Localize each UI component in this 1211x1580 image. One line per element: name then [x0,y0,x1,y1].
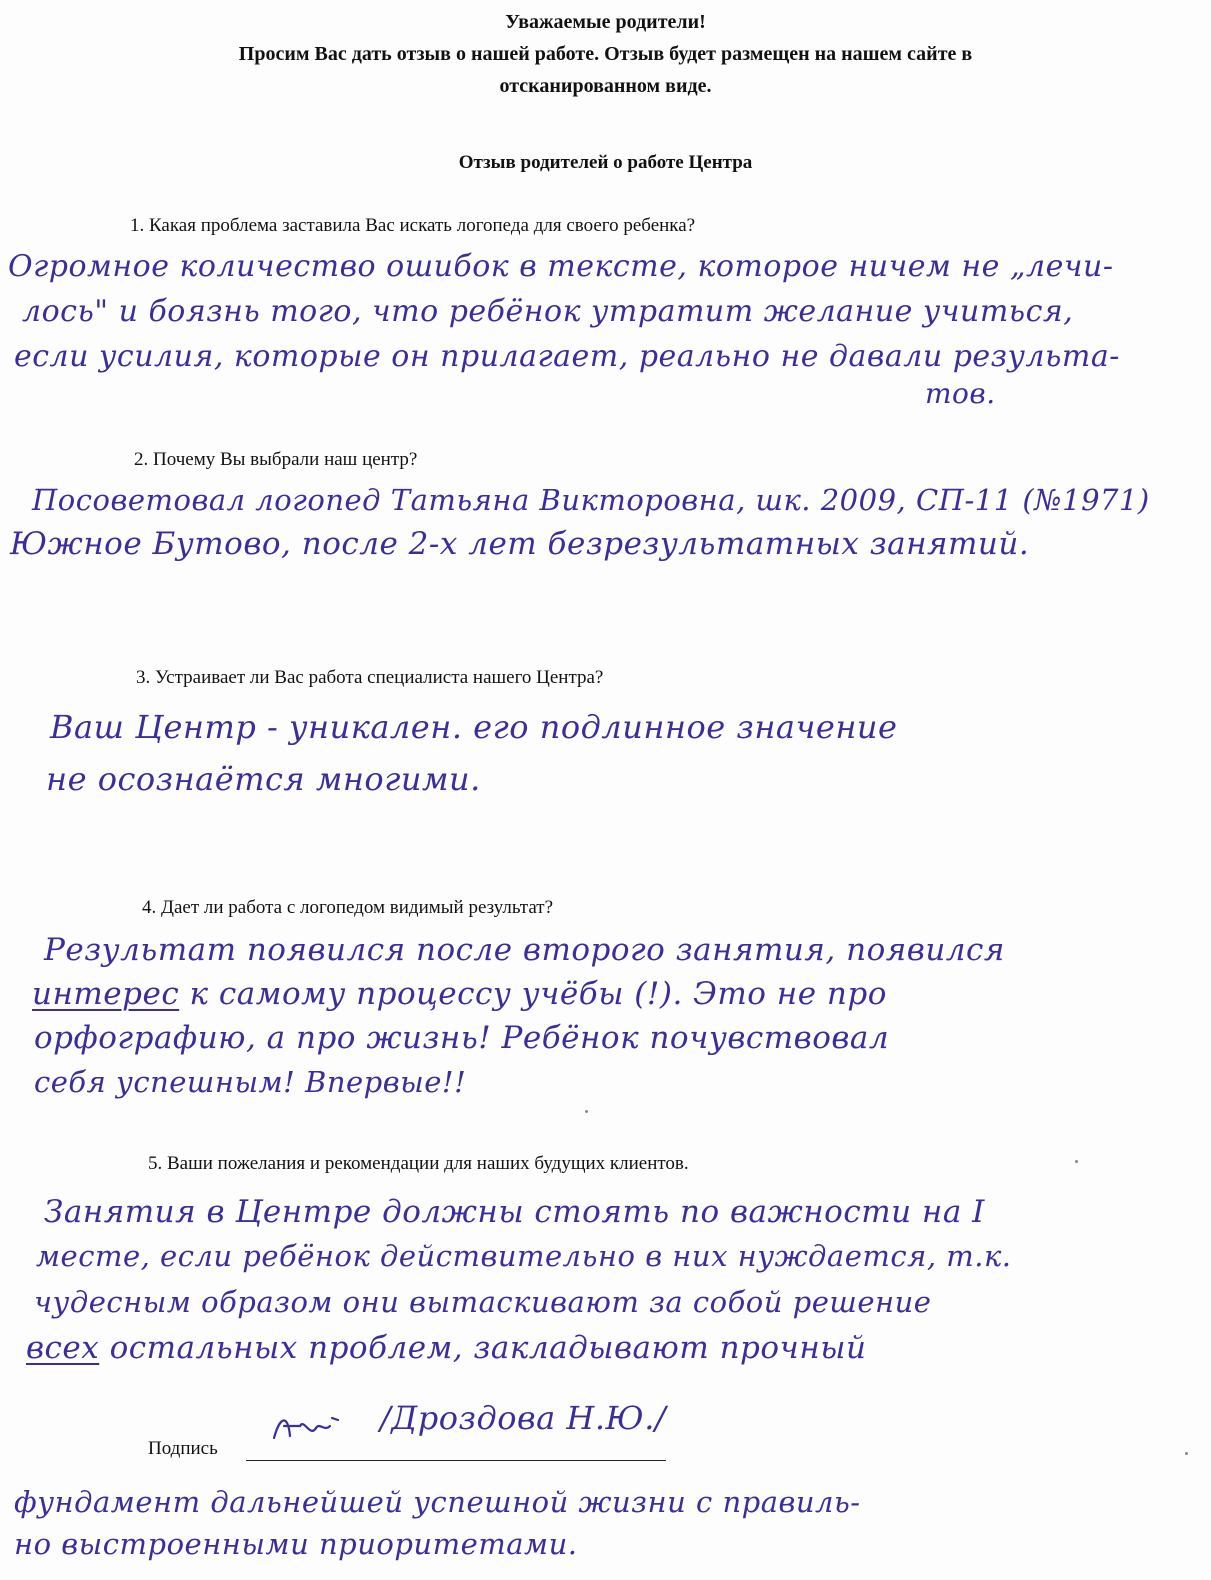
scan-speck [1075,1160,1078,1163]
answer-3-line-1: Ваш Центр - уникален. его подлинное значение [50,708,898,746]
answer-1-line-3: если усилия, которые он прилагает, реально не давали результа- [14,339,1120,374]
handwritten-signature [270,1408,340,1448]
answer-1-line-4: тов. [925,377,996,410]
question-5: 5. Ваши пожелания и рекомендации для наших будущих клиентов. [148,1153,689,1174]
form-title: Отзыв родителей о работе Центра [458,152,753,173]
header-greeting: Уважаемые родители! [505,11,706,33]
answer-5-line-2: месте, если ребёнок действительно в них нуждается, т.к. [36,1239,1012,1273]
answer-4-line-1: Результат появился после второго занятия, появился [44,932,1005,968]
answer-1-line-2: лось" и боязнь того, что ребёнок утратит желание учиться, [22,294,1074,329]
answer-5-line-1: Занятия в Центре должны стоять по важности на I [44,1194,985,1230]
answer-4-underlined-word: интерес [32,976,180,1012]
answer-2-line-2: Южное Бутово, после 2-х лет безрезультатных занятий. [10,526,1030,562]
answer-4-line-2 [32,972,887,1016]
answer-5-line-4 [26,1326,866,1370]
answer-5-line-4-rest: остальных проблем, закладывают прочный [99,1330,867,1366]
question-1: 1. Какая проблема заставила Вас искать логопеда для своего ребенка? [130,215,696,236]
header-request: Просим Вас дать отзыв о нашей работе. Отзыв будет размещен на нашем сайте в [238,43,973,65]
question-2: 2. Почему Вы выбрали наш центр? [134,449,418,470]
answer-4-line-4: себя успешным! Впервые!! [34,1065,467,1099]
answer-5-line-3: чудесным образом они вытаскивают за собой решение [34,1285,932,1319]
question-3: 3. Устраивает ли Вас работа специалиста нашего Центра? [136,667,604,688]
header-request-continued: отсканированном виде. [499,75,712,97]
signature-label: Подпись [148,1438,218,1459]
answer-1-line-1: Огромное количество ошибок в тексте, которое ничем не „лечи- [8,249,1114,284]
answer-2-line-1: Посоветовал логопед Татьяна Викторовна, шк. 2009, СП-11 (№1971) [32,483,1150,517]
scan-speck [1185,1452,1188,1455]
answer-4-line-2-rest: к самому процессу учёбы (!). Это не про [179,976,887,1012]
scan-speck [585,1110,588,1113]
signature-line [246,1460,666,1461]
answer-3-line-2: не осознаётся многими. [46,760,481,798]
answer-5-underlined-word: всех [26,1330,100,1366]
answer-4-line-3: орфографию, а про жизнь! Ребёнок почувствовал [34,1020,890,1056]
continuation-line-2: но выстроенными приоритетами. [14,1527,578,1561]
question-4: 4. Дает ли работа с логопедом видимый результат? [142,897,554,918]
continuation-line-1: фундамент дальнейшей успешной жизни с правиль- [14,1485,861,1519]
signature-name: /Дроздова Н.Ю./ [380,1399,667,1437]
